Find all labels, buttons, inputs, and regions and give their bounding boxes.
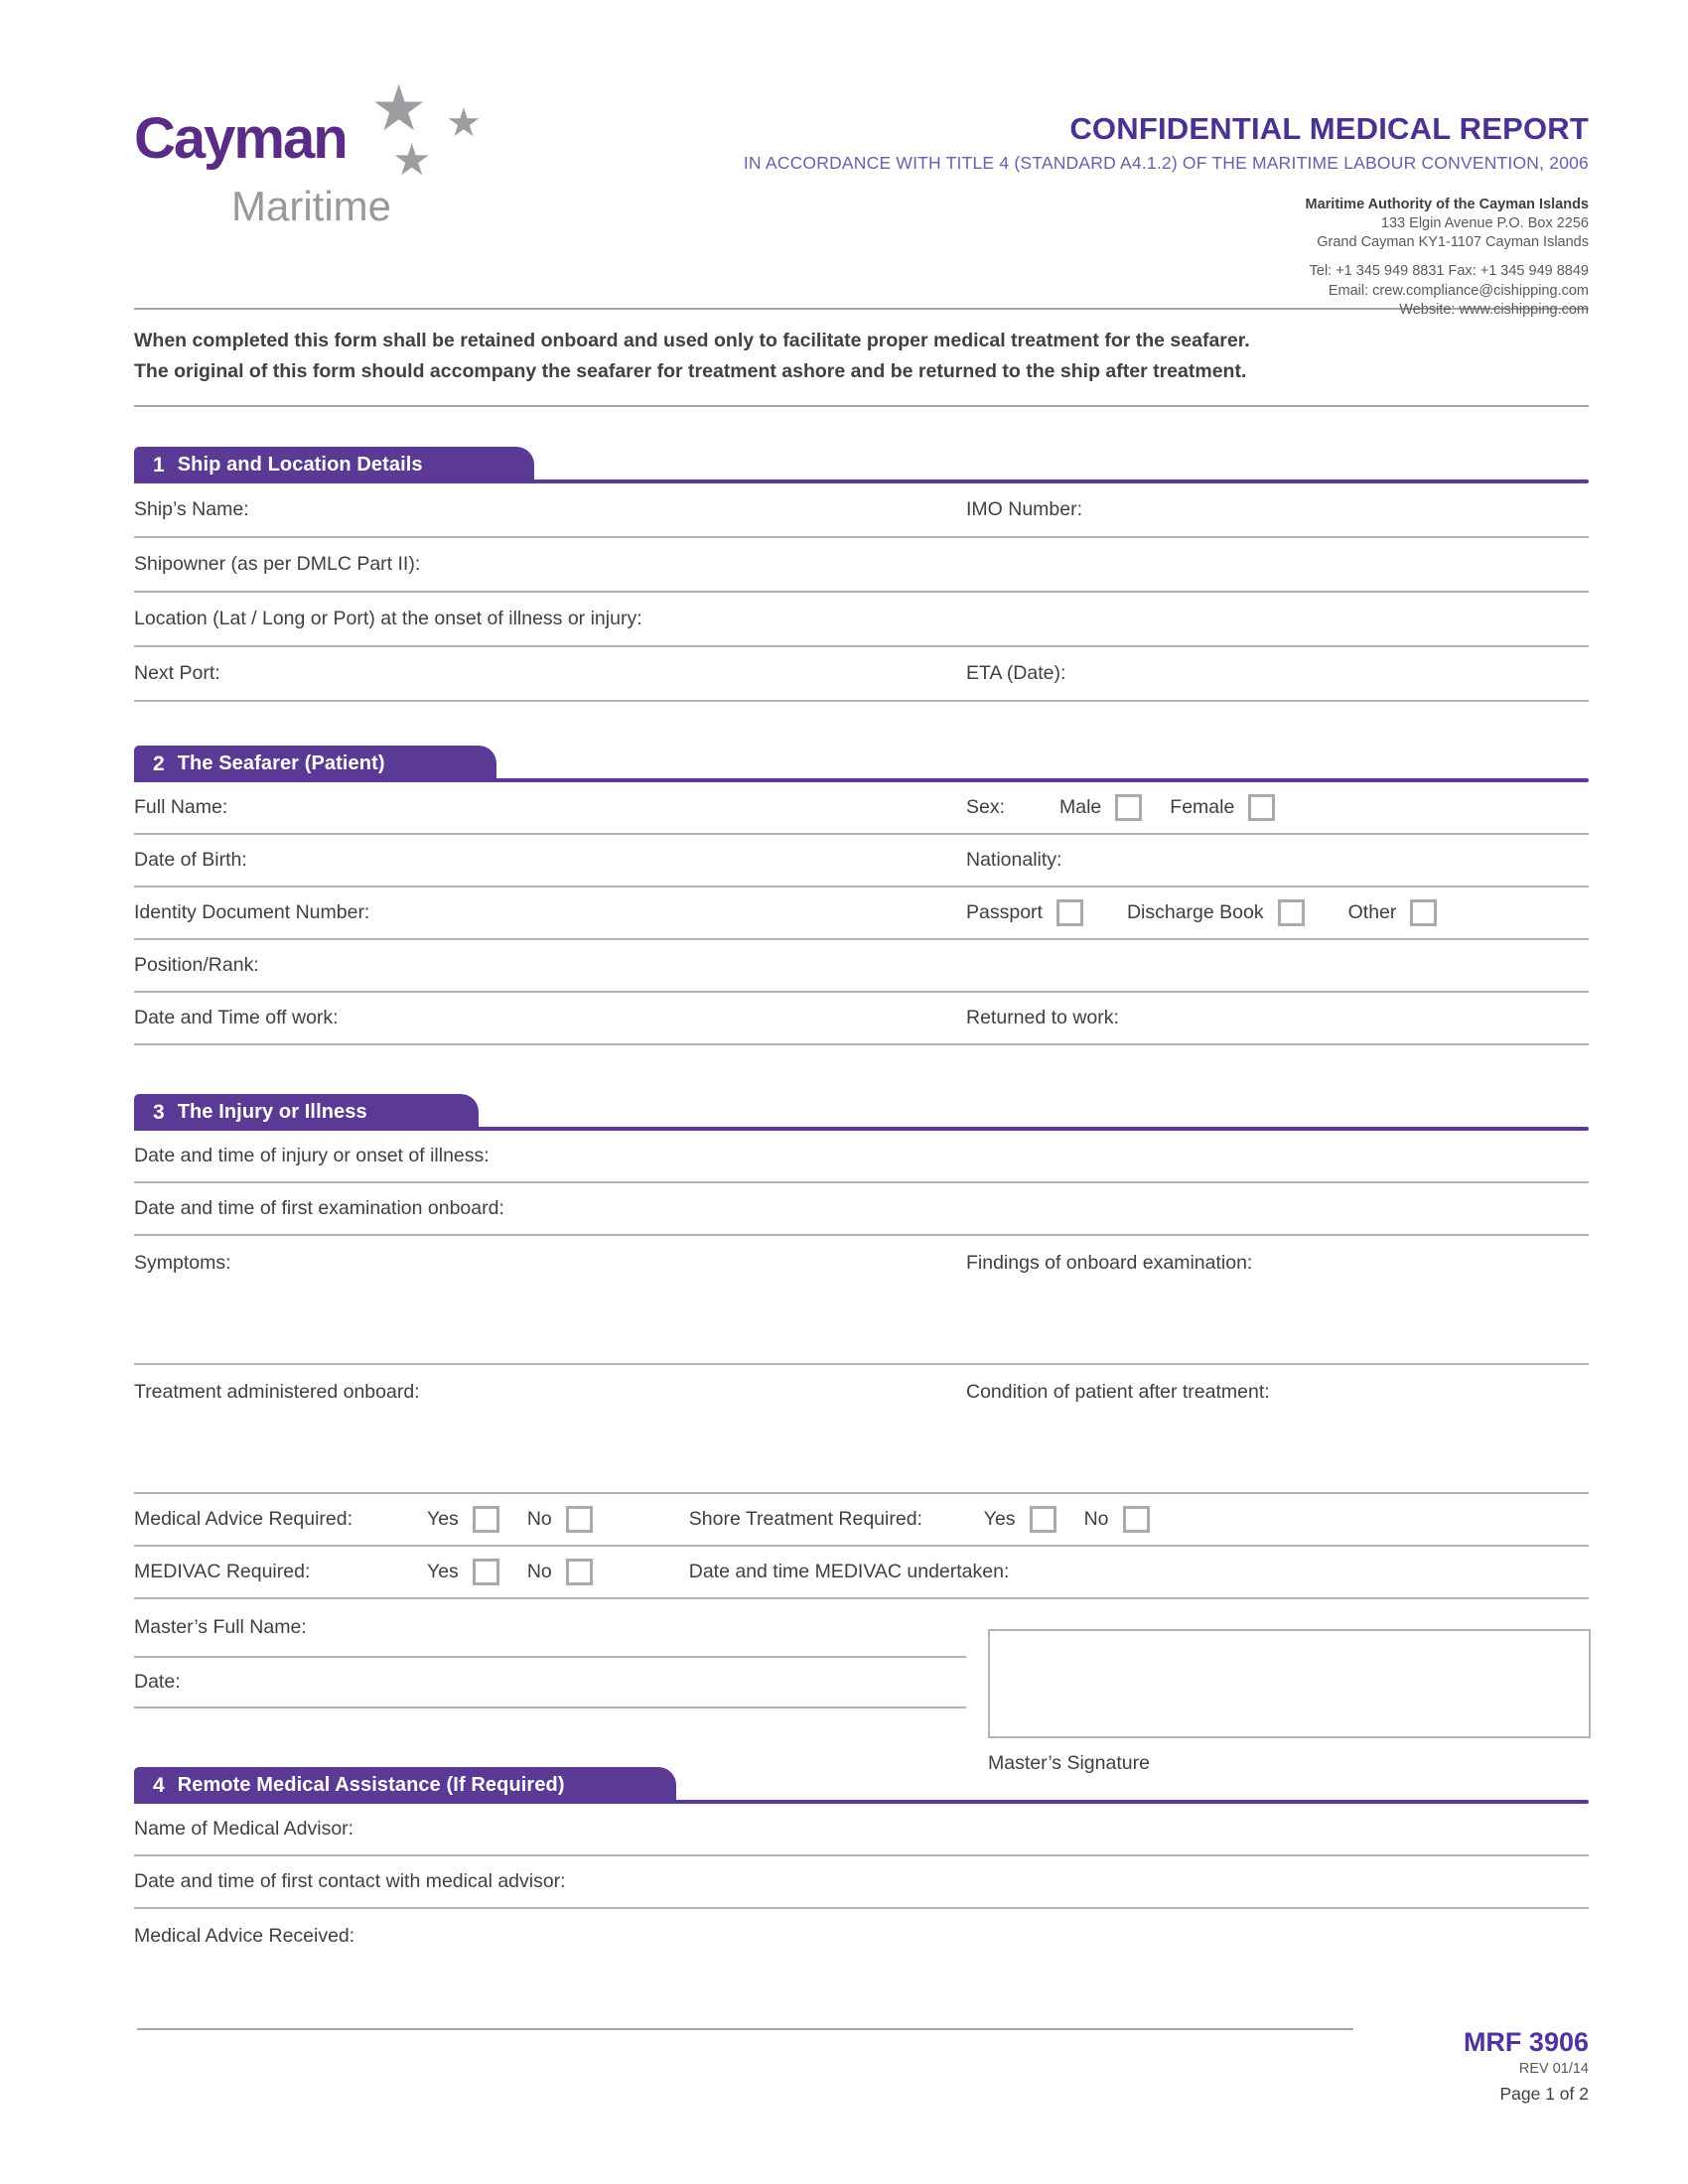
field-underline	[137, 2028, 1353, 2030]
imo-number-input[interactable]	[1082, 483, 1589, 536]
section-title: Ship and Location Details	[177, 454, 423, 476]
authority-name: Maritime Authority of the Cayman Islands	[1305, 197, 1589, 212]
field-row	[134, 1658, 966, 1708]
field-row	[134, 1365, 1589, 1494]
authority-phone: Tel: +1 345 949 8831 Fax: +1 345 949 8849	[1309, 263, 1589, 280]
section-4-tab	[134, 1767, 676, 1804]
section-title: The Seafarer (Patient)	[177, 752, 385, 774]
header	[134, 0, 1589, 318]
field-row	[134, 940, 1589, 993]
onset-label: Date and time of injury or onset of illness:	[134, 1145, 490, 1166]
medical-advisor-name-input[interactable]	[353, 1804, 1589, 1854]
divider	[134, 405, 1589, 407]
master-signature-label: Master’s Signature	[988, 1752, 1150, 1774]
logo-text-maritime: Maritime	[231, 183, 392, 229]
sex-label: Sex:	[966, 796, 1006, 818]
next-port-label: Next Port:	[134, 662, 220, 684]
medivac-required-label: MEDIVAC Required:	[134, 1561, 311, 1582]
authority-address-block	[744, 196, 1589, 320]
shipowner-label: Shipowner (as per DMLC Part II):	[134, 553, 421, 575]
treatment-input[interactable]	[420, 1381, 966, 1404]
imo-number-label: IMO Number:	[966, 498, 1083, 520]
first-examination-label: Date and time of first examination onboard:	[134, 1197, 504, 1219]
footer	[1464, 2027, 1589, 2105]
medical-advice-received-input[interactable]	[354, 1925, 1589, 2030]
section-2-tab	[134, 746, 496, 782]
female-label: Female	[1170, 796, 1235, 818]
eta-input[interactable]	[1065, 647, 1589, 700]
findings-input[interactable]	[1252, 1252, 1589, 1275]
ship-name-label: Ship’s Name:	[134, 498, 249, 520]
shipowner-input[interactable]	[420, 538, 1589, 591]
no-label: No	[526, 1561, 552, 1582]
identity-document-input[interactable]	[369, 887, 966, 938]
symptoms-label: Symptoms:	[134, 1252, 231, 1274]
nationality-label: Nationality:	[966, 849, 1062, 871]
field-row	[134, 782, 1589, 835]
returned-to-work-input[interactable]	[1119, 993, 1589, 1043]
field-row	[134, 1183, 1589, 1236]
field-row	[134, 593, 1589, 647]
section-number: 1	[153, 453, 165, 477]
no-label: No	[1083, 1508, 1109, 1530]
master-signature-box[interactable]	[988, 1629, 1591, 1738]
section-4-header	[134, 1767, 1589, 1804]
condition-label: Condition of patient after treatment:	[966, 1381, 1270, 1403]
section-title: Remote Medical Assistance (If Required)	[177, 1774, 565, 1796]
full-name-label: Full Name:	[134, 796, 228, 818]
medical-advisor-name-label: Name of Medical Advisor:	[134, 1818, 354, 1840]
document-subtitle: IN ACCORDANCE WITH TITLE 4 (STANDARD A4.1.2) OF THE MARITIME LABOUR CONVENTION, 2006	[743, 153, 1589, 173]
section-injury-illness	[134, 1094, 1589, 1774]
onset-input[interactable]	[490, 1131, 1589, 1181]
authority-address-line: Grand Cayman KY1-1107 Cayman Islands	[1317, 234, 1589, 251]
treatment-label: Treatment administered onboard:	[134, 1381, 420, 1403]
shore-treatment-no-checkbox[interactable]	[1123, 1506, 1150, 1533]
section-1-tab	[134, 447, 534, 483]
returned-to-work-label: Returned to work:	[966, 1007, 1119, 1028]
medivac-datetime-label: Date and time MEDIVAC undertaken:	[688, 1561, 1010, 1582]
section-number: 2	[153, 751, 165, 775]
shore-treatment-yes-checkbox[interactable]	[1030, 1506, 1056, 1533]
star-icon: ★	[446, 100, 482, 146]
full-name-input[interactable]	[227, 782, 966, 833]
field-row	[134, 483, 1589, 538]
female-checkbox[interactable]	[1248, 794, 1275, 821]
document-title: CONFIDENTIAL MEDICAL REPORT	[1069, 111, 1589, 146]
field-row	[134, 1599, 966, 1658]
form-number: MRF 3906	[1463, 2027, 1589, 2057]
authority-address-line: 133 Elgin Avenue P.O. Box 2256	[1380, 215, 1589, 232]
master-signature-area	[134, 1599, 1589, 1774]
field-row	[134, 1547, 1589, 1599]
ship-name-input[interactable]	[249, 483, 966, 536]
section-3-header	[134, 1094, 1589, 1131]
field-row	[134, 1131, 1589, 1183]
discharge-book-checkbox[interactable]	[1278, 899, 1305, 926]
first-examination-input[interactable]	[504, 1183, 1589, 1234]
revision: REV 01/14	[1518, 2061, 1589, 2077]
male-checkbox[interactable]	[1115, 794, 1142, 821]
intro-text	[134, 310, 1589, 405]
passport-label: Passport	[966, 901, 1043, 923]
passport-checkbox[interactable]	[1056, 899, 1083, 926]
field-row	[134, 1909, 1589, 2030]
section-number: 3	[153, 1100, 165, 1124]
field-row	[134, 835, 1589, 887]
medical-advice-required-label: Medical Advice Required:	[134, 1508, 353, 1530]
position-rank-input[interactable]	[259, 940, 1589, 991]
page-number: Page 1 of 2	[1499, 2084, 1589, 2104]
star-icon: ★	[392, 135, 432, 186]
section-remote-medical-assistance	[134, 1767, 1589, 2030]
field-row	[134, 647, 1589, 702]
condition-input[interactable]	[1270, 1381, 1589, 1404]
symptoms-input[interactable]	[231, 1252, 966, 1275]
location-label: Location (Lat / Long or Port) at the onset of illness or injury:	[134, 608, 642, 629]
header-right	[743, 87, 1589, 318]
findings-label: Findings of onboard examination:	[966, 1252, 1253, 1274]
master-date-input[interactable]	[181, 1658, 966, 1706]
position-rank-label: Position/Rank:	[134, 954, 259, 976]
yes-label: Yes	[427, 1561, 459, 1582]
field-row	[134, 993, 1589, 1045]
section-seafarer	[134, 746, 1589, 1045]
medical-advice-no-checkbox[interactable]	[566, 1506, 593, 1533]
medivac-no-checkbox[interactable]	[566, 1559, 593, 1585]
section-title: The Injury or Illness	[177, 1101, 367, 1123]
discharge-book-label: Discharge Book	[1126, 901, 1264, 923]
section-3-tab	[134, 1094, 479, 1131]
next-port-input[interactable]	[220, 647, 966, 700]
section-1-header	[134, 447, 1589, 483]
eta-label: ETA (Date):	[966, 662, 1066, 684]
authority-email: Email: crew.compliance@cishipping.com	[1328, 282, 1589, 299]
first-contact-label: Date and time of first contact with medical advisor:	[134, 1870, 566, 1892]
field-row	[134, 887, 1589, 940]
cayman-maritime-logo	[134, 72, 561, 246]
medivac-datetime-input[interactable]	[1009, 1547, 1589, 1597]
date-label: Date:	[134, 1671, 181, 1693]
intro-line-2: The original of this form should accompany the seafarer for treatment ashore and be returned to the ship after treatment.	[134, 360, 1247, 382]
star-icon: ★	[370, 72, 428, 146]
section-ship-and-location	[134, 447, 1589, 702]
shore-treatment-required-label: Shore Treatment Required:	[688, 1508, 922, 1530]
identity-document-label: Identity Document Number:	[134, 901, 370, 923]
yes-label: Yes	[427, 1508, 459, 1530]
medical-advice-received-label: Medical Advice Received:	[134, 1925, 355, 1947]
male-label: Male	[1059, 796, 1102, 818]
nationality-input[interactable]	[1061, 835, 1589, 886]
other-document-checkbox[interactable]	[1410, 899, 1437, 926]
no-label: No	[526, 1508, 552, 1530]
medivac-yes-checkbox[interactable]	[473, 1559, 499, 1585]
logo-text-cayman: Cayman	[134, 106, 347, 171]
field-row	[134, 1494, 1589, 1547]
off-work-label: Date and Time off work:	[134, 1007, 339, 1028]
master-full-name-input[interactable]	[307, 1599, 966, 1656]
field-row	[134, 1804, 1589, 1856]
date-of-birth-input[interactable]	[247, 835, 966, 886]
field-row	[134, 1236, 1589, 1365]
yes-label: Yes	[983, 1508, 1016, 1530]
first-contact-input[interactable]	[566, 1856, 1589, 1907]
location-input[interactable]	[642, 593, 1589, 645]
intro-line-1: When completed this form shall be retained onboard and used only to facilitate proper medical treatment for the seafarer.	[134, 330, 1250, 351]
off-work-input[interactable]	[339, 993, 966, 1043]
master-full-name-label: Master’s Full Name:	[134, 1616, 307, 1638]
field-row	[134, 538, 1589, 593]
authority-website: Website: www.cishipping.com	[1399, 301, 1589, 318]
medical-advice-yes-checkbox[interactable]	[473, 1506, 499, 1533]
section-2-header	[134, 746, 1589, 782]
field-row	[134, 1856, 1589, 1909]
other-document-label: Other	[1347, 901, 1397, 923]
date-of-birth-label: Date of Birth:	[134, 849, 247, 871]
section-number: 4	[153, 1773, 165, 1797]
